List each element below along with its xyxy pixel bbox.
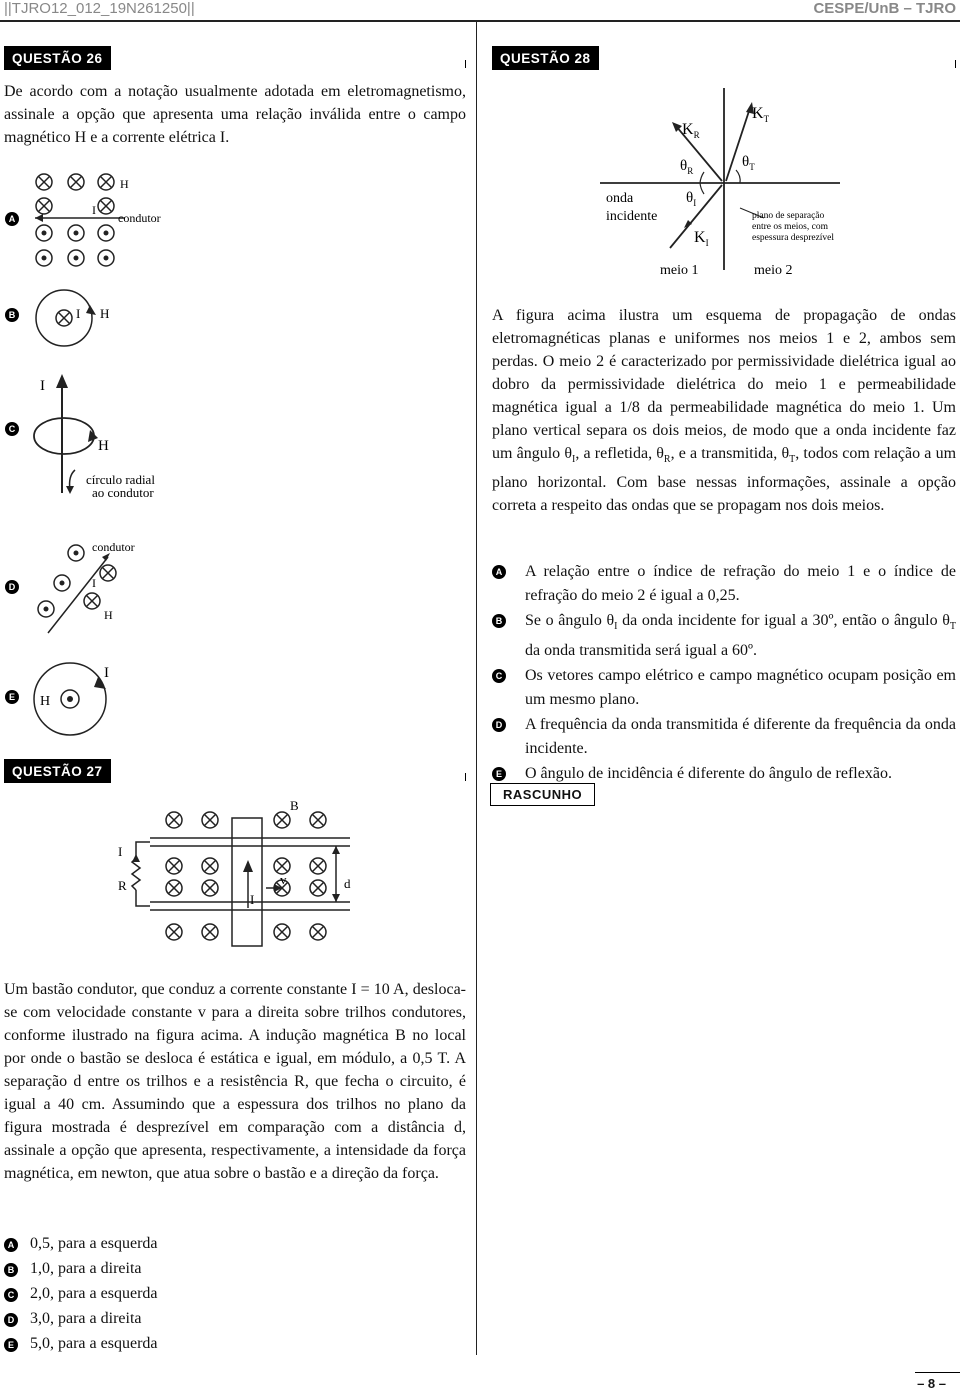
q26d-i-label: I [92, 576, 96, 590]
q26-option-a-letter[interactable]: A [5, 212, 19, 226]
q28-onda-label-2: incidente [606, 209, 658, 224]
q28-option-e-text: O ângulo de incidência é diferente do ângulo de reflexão. [525, 765, 892, 783]
q28-option-d-text: A frequência da onda transmitida é diferente da frequência da onda incidente. [525, 716, 956, 758]
q28-label: QUESTÃO 28 [492, 46, 599, 70]
q28-ki: $K_I$ [694, 229, 709, 248]
q28-stem: A figura acima ilustra um esquema de propagação de ondas eletromagnéticas planas e uniformes nos meios 1 e 2, ambos sem perdas. O meio 2 é caracterizado por permissividade dielétrica igual ao dobro da permissividade dielétrica do meio 1 e permeabilidade magnética igual a 1/8 da permeabilidade magnética do meio 1. Um plano vertical separa os dois meios, de modo que a onda incidente faz um ângulo $\theta_I$, a refletida, $\theta_R$, e a transmitida, $\theta_T$, todos com relação a um plano horizontal. Com base nessas informações, assinale a opção correta a respeito das ondas que se propagam nos dois meios. [492, 307, 957, 515]
q28-kr: $K_R$ [682, 121, 700, 140]
q28-option-a-letter: A [492, 565, 506, 579]
q26-option-d-figure [30, 535, 180, 645]
q28-theta-r: $\theta_R$ [680, 158, 694, 176]
q26-option-c-letter[interactable]: C [5, 422, 19, 436]
q27-option-b[interactable] [4, 1257, 404, 1282]
q27-option-b-text: 1,0, para a direita [30, 1260, 142, 1277]
header-rule [0, 20, 960, 22]
q28-plano-label-2: entre os meios, com [752, 222, 828, 232]
q27-heading [4, 759, 466, 785]
q27-i-label-top: I [118, 844, 123, 859]
q27-v-label: v [280, 872, 287, 887]
q27-option-d-text: 3,0, para a direita [30, 1310, 142, 1327]
q26-option-a-figure [30, 170, 170, 270]
q28-option-a-text: A relação entre o índice de refração do meio 1 e o índice de refração do meio 2 é igual a 0,25. [525, 563, 956, 604]
page-number: – 8 – [917, 1376, 946, 1391]
q28-option-c-text: Os vetores campo elétrico e campo magnético ocupam posição em um mesmo plano. [525, 667, 956, 709]
q28-option-e-letter: E [492, 767, 506, 781]
q27-option-a-text: 0,5, para a esquerda [30, 1235, 158, 1252]
q28-option-b-letter: B [492, 614, 506, 628]
q26a-i-label: I [92, 203, 96, 217]
q27-figure [110, 796, 370, 956]
column-divider [476, 20, 477, 1355]
q28-onda-label-1: onda [606, 191, 634, 206]
q28-figure [600, 82, 840, 282]
q26-label: QUESTÃO 26 [4, 46, 111, 70]
header-title: CESPE/UnB – TJRO [813, 0, 956, 17]
q27-option-d[interactable] [4, 1307, 404, 1332]
q27-option-c[interactable] [4, 1282, 404, 1307]
q27-option-a-letter: A [4, 1238, 18, 1252]
q27-b-label: B [290, 798, 299, 813]
q26c-h-label: H [98, 438, 109, 454]
q28-theta-i: $\theta_I$ [686, 190, 697, 208]
q26c-caption1: círculo radial [86, 472, 155, 487]
q28-kt: $K_T$ [752, 105, 770, 124]
q27-option-a[interactable] [4, 1232, 404, 1257]
q28-option-d-letter: D [492, 718, 506, 732]
q26e-h-label: H [40, 694, 51, 709]
q26-stem: De acordo com a notação usualmente adotada em eletromagnetismo, assinale a opção que apresenta uma relação inválida entre o campo magnético H e a corrente elétrica I. [4, 83, 466, 146]
q28-heading [492, 46, 956, 72]
q28-option-a[interactable] [492, 560, 956, 608]
q28-theta-t: $\theta_T$ [742, 154, 755, 172]
q26b-i-label: I [76, 306, 81, 321]
q26-option-d-letter[interactable]: D [5, 580, 19, 594]
q27-option-e-letter: E [4, 1338, 18, 1352]
q26c-i-label: I [40, 378, 45, 394]
q27-options [4, 1232, 404, 1357]
q26-option-e-figure [30, 655, 170, 740]
q26-option-e-letter[interactable]: E [5, 690, 19, 704]
q28-meio2-label: meio 2 [754, 263, 793, 278]
q27-d-label: d [344, 876, 351, 891]
q27-stem: Um bastão condutor, que conduz a corrente constante I = 10 A, desloca-se com velocidade constante v para a direita sobre trilhos condutores, conforme ilustrado na figura acima. A indução magnética B no local por onde o bastão se desloca é estática e igual, em módulo, a 0,5 T. A separação d entre os trilhos e a resistência R, que fecha o circuito, é igual a 40 cm. Assumindo que a espessura dos trilhos no plano da figura mostrada é desprezível em comparação com a distância d, assinale a opção que apresenta, respectivamente, a intensidade da força magnética, em newton, que atua sobre o bastão e a direção da força. [4, 981, 466, 1182]
footer-rule [915, 1372, 960, 1373]
q27-r-label: R [118, 878, 127, 893]
q26-option-b-letter[interactable]: B [5, 308, 19, 322]
q28-meio1-label: meio 1 [660, 263, 699, 278]
q27-option-c-text: 2,0, para a esquerda [30, 1285, 158, 1302]
q26c-caption2: ao condutor [92, 485, 154, 500]
q27-option-b-letter: B [4, 1263, 18, 1277]
q27-option-e-text: 5,0, para a esquerda [30, 1335, 158, 1352]
q27-field-marks [166, 812, 326, 940]
q28-plano-label-1: plano de separação [752, 211, 825, 221]
q28-options [492, 560, 956, 786]
q26e-i-label: I [104, 665, 109, 681]
rascunho-box: RASCUNHO [490, 783, 595, 806]
q27-label: QUESTÃO 27 [4, 759, 111, 783]
q28-option-c-letter: C [492, 669, 506, 683]
header-code: ||TJRO12_012_19N261250|| [4, 0, 195, 17]
q26d-h-label: H [104, 608, 113, 622]
q28-plano-label-3: espessura desprezível [752, 233, 835, 243]
q26d-condutor-label: condutor [92, 540, 135, 554]
q28-option-b[interactable] [492, 609, 956, 663]
q27-option-d-letter: D [4, 1313, 18, 1327]
q26b-h-label: H [100, 306, 110, 321]
q28-option-d[interactable] [492, 713, 956, 761]
q27-i-label-bottom: I [250, 892, 255, 907]
q27-option-e[interactable] [4, 1332, 404, 1357]
q26-heading [4, 46, 466, 72]
q26a-h-label: H [120, 177, 129, 191]
q28-option-b-text: Se o ângulo $\theta_I$ da onda incidente for igual a 30º, então o ângulo $\theta_T$ da onda transmitida será igual a 60º. [525, 612, 956, 660]
q26-option-c-figure [30, 368, 180, 508]
q26a-condutor-label: condutor [118, 211, 161, 225]
q28-option-c[interactable] [492, 664, 956, 712]
q26-option-b-figure [30, 285, 170, 355]
q27-option-c-letter: C [4, 1288, 18, 1302]
